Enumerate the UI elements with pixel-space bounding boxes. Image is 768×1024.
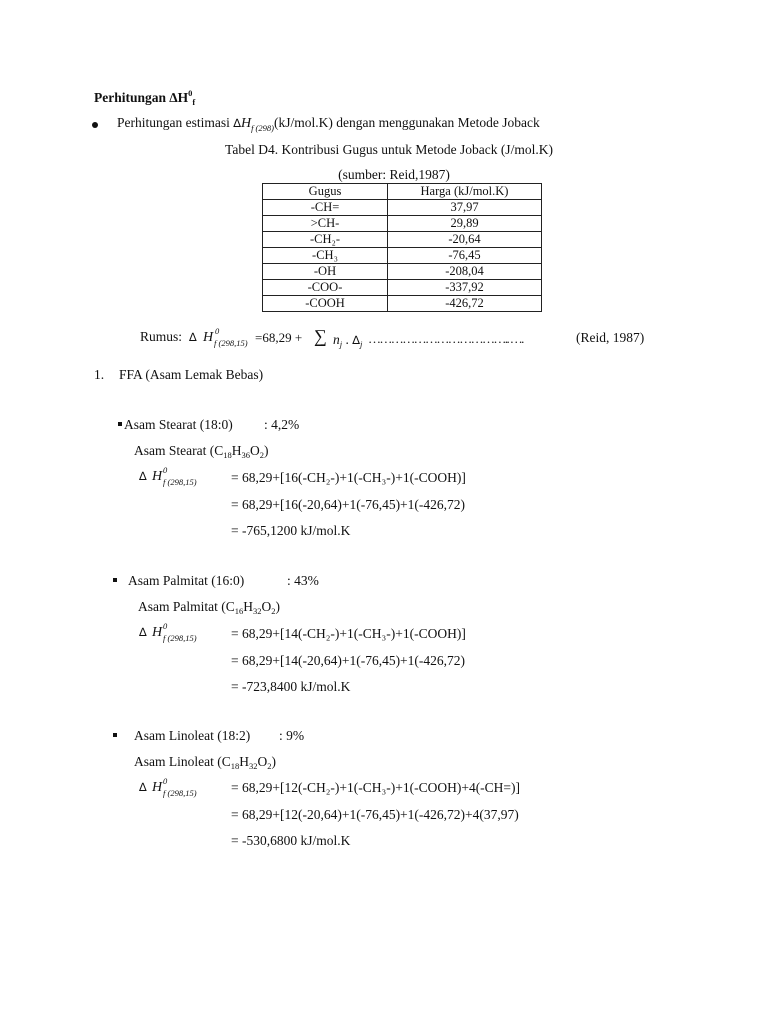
table-cell-group: -COOH [263,296,388,312]
formula-delta-j: ∆ [352,333,360,347]
acid-formula-suffix: ) [271,754,276,769]
acid-result: = -765,1200 kJ/mol.K [231,523,351,538]
table-cell-group: -CH= [263,200,388,216]
table-cell-value: -20,64 [388,232,542,248]
acid-formula-prefix: Asam Palmitat (C [138,599,235,614]
bullet-h-sub: f (298) [251,123,274,133]
acid-formula-sub: 32 [248,761,258,771]
formula-rhs: =68,29 + [255,330,303,345]
table-caption: Tabel D4. Kontribusi Gugus untuk Metode Joback (J/mol.K) [225,142,553,157]
bullet-square-icon [118,422,122,426]
section-title: FFA (Asam Lemak Bebas) [119,367,264,382]
table-row [263,232,542,248]
acid-hf [139,776,219,802]
acid-formula-h: H [243,599,253,614]
acid-formula-sub: 2 [271,606,276,616]
acid-hf-delta: ∆ [139,625,147,639]
acid-formula [134,755,276,771]
formula-delta: ∆ [189,330,197,344]
heading-sup: 0 [188,88,193,98]
table-cell-value: -208,04 [388,264,542,280]
acid-formula-h: H [231,443,242,458]
bullet-delta: ∆ [233,116,241,130]
acid-formula-sub: 18 [230,761,240,771]
table-cell-value: -337,92 [388,280,542,296]
table-header-gugus: Gugus [263,184,388,200]
table-cell-group: -COO- [263,280,388,296]
formula-h: H [203,330,214,345]
acid-percent: : 43% [287,573,319,588]
formula-ref: (Reid, 1987) [576,330,645,345]
acid-hf-sup: 0 [163,776,168,786]
formula-n [333,333,362,349]
acid-title: Asam Palmitat (16:0) [128,573,245,588]
acid-formula [134,444,268,460]
table-cell-group: -OH [263,264,388,280]
acid-hf-sub: f (298,15) [163,633,197,643]
acid-line: = 68,29+[12(-20,64)+1(-76,45)+1(-426,72)+4(37,97) [231,807,519,822]
bullet-square-icon [113,578,117,582]
formula-leader: ……………………………….. …. [368,331,523,346]
table-source: (sumber: Reid,1987) [338,167,450,182]
bullet-dot-icon [92,122,98,128]
heading-text: Perhitungan ∆H [94,90,189,105]
acid-result: = -530,6800 kJ/mol.K [231,833,351,848]
table-cell-value: 29,89 [388,216,542,232]
bullet-prefix: Perhitungan estimasi [117,115,230,130]
acid-formula-o: O [257,754,268,769]
acid-formula [138,600,280,616]
acid-hf-sub: f (298,15) [163,477,197,487]
bullet-suffix: (kJ/mol.K) dengan menggunakan Metode Joback [273,115,540,130]
table-cell-group: -CH₂- [263,232,388,248]
acid-formula-suffix: ) [263,443,269,458]
acid-hf [139,621,219,647]
formula-label: Rumus: [140,329,183,344]
table-row [263,200,542,216]
acid-formula-h: H [239,754,249,769]
acid-formula-sub: 2 [259,450,264,460]
acid-formula-sub: 2 [267,761,272,771]
formula-sup: 0 [215,326,220,336]
table-row [263,296,542,312]
acid-formula-o: O [261,599,272,614]
formula-delta-sub: j [359,339,363,349]
acid-line: = 68,29+[16(-CH₂-)+1(-CH₃-)+1(-COOH)] [231,470,466,485]
table-cell-group: -CH₃ [263,248,388,264]
acid-title: Asam Linoleat (18:2) [134,728,251,743]
table-row [263,264,542,280]
acid-formula-sub: 36 [241,450,250,460]
table-cell-value: -426,72 [388,296,542,312]
acid-hf-delta: ∆ [139,780,147,794]
page-heading [94,89,195,107]
table-row [263,280,542,296]
joback-table [262,183,542,312]
acid-formula-prefix: Asam Linoleat (C [134,754,231,769]
formula-sigma: ∑ [314,326,327,346]
acid-result: = -723,8400 kJ/mol.K [231,679,351,694]
acid-hf-sup: 0 [163,621,168,631]
acid-formula-o: O [249,443,260,458]
acid-hf-h: H [152,780,163,795]
acid-formula-prefix: Asam Stearat (C [134,443,224,458]
acid-hf-h: H [152,625,163,640]
bullet-text [117,116,540,133]
acid-formula-sub: 32 [253,606,262,616]
acid-title: Asam Stearat (18:0) [124,417,233,432]
acid-hf [139,465,219,491]
acid-line: = 68,29+[14(-CH₂-)+1(-CH₃-)+1(-COOH)] [231,626,466,641]
bullet-square-icon [113,733,117,737]
table-cell-value: -76,45 [388,248,542,264]
acid-hf-delta: ∆ [139,469,147,483]
formula-dot-op: . [342,332,353,347]
section-number: 1. [94,367,105,382]
acid-hf-sup: 0 [163,465,168,475]
formula-n-letter: n [333,332,340,347]
acid-hf-h: H [152,469,163,484]
acid-line: = 68,29+[12(-CH₂-)+1(-CH₃-)+1(-COOH)+4(-CH=)] [231,780,521,795]
acid-formula-sub: 18 [223,450,232,460]
table-cell-group: >CH- [263,216,388,232]
formula-sub: f (298,15) [214,338,248,348]
acid-line: = 68,29+[16(-20,64)+1(-76,45)+1(-426,72) [231,497,466,512]
acid-formula-suffix: ) [275,599,280,614]
heading-sub: f [192,97,196,107]
formula-n-sub: j [339,339,343,349]
table-header-harga: Harga (kJ/mol.K) [388,184,542,200]
table-row [263,248,542,264]
acid-hf-sub: f (298,15) [163,788,197,798]
table-cell-value: 37,97 [388,200,542,216]
acid-formula-sub: 16 [234,606,244,616]
acid-line: = 68,29+[14(-20,64)+1(-76,45)+1(-426,72) [231,653,466,668]
bullet-h: H [240,116,252,131]
acid-percent: : 9% [279,728,305,743]
acid-percent: : 4,2% [264,417,300,432]
table-row [263,216,542,232]
table-header-row [263,184,542,200]
